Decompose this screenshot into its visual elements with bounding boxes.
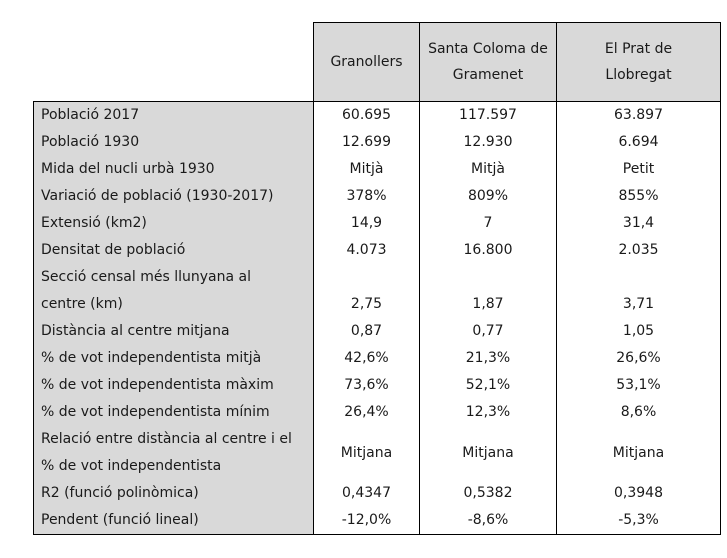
table-cell: 0,3948 [557, 480, 721, 507]
table-cell: 378% [314, 183, 420, 210]
row-label-line: % de vot independentista màxim [41, 377, 274, 393]
row-label [34, 237, 314, 264]
table-row [34, 345, 721, 372]
row-label [34, 507, 314, 535]
table-cell: 12.699 [314, 129, 420, 156]
table-row [34, 129, 721, 156]
table-cell: 2,75 [314, 264, 420, 318]
table-cell: 0,87 [314, 318, 420, 345]
table-cell: 12,3% [420, 399, 557, 426]
column-header-2 [420, 23, 557, 102]
row-label-line: Població 2017 [41, 107, 140, 123]
table-cell: 6.694 [557, 129, 721, 156]
table-cell: 2.035 [557, 237, 721, 264]
table-cell: 31,4 [557, 210, 721, 237]
row-label [34, 318, 314, 345]
table-cell: 7 [420, 210, 557, 237]
table-cell: 117.597 [420, 102, 557, 130]
row-label [34, 480, 314, 507]
table-cell: 12.930 [420, 129, 557, 156]
table-cell: Mitjana [557, 426, 721, 480]
table-cell: 60.695 [314, 102, 420, 130]
table-cell: -8,6% [420, 507, 557, 535]
column-header-line: Llobregat [605, 67, 672, 83]
table-cell: 26,6% [557, 345, 721, 372]
table-row [34, 102, 721, 130]
table-cell: 0,5382 [420, 480, 557, 507]
table-cell: 809% [420, 183, 557, 210]
table-body [34, 102, 721, 535]
table-cell: 855% [557, 183, 721, 210]
row-label-line: % de vot independentista [41, 458, 222, 474]
table-row [34, 264, 721, 318]
table-cell: Mitjà [314, 156, 420, 183]
table-row [34, 156, 721, 183]
table-cell: Mitjana [420, 426, 557, 480]
row-label-line: Variació de població (1930-2017) [41, 188, 274, 204]
table-cell: -12,0% [314, 507, 420, 535]
row-label-line: Mida del nucli urbà 1930 [41, 161, 215, 177]
row-label [34, 183, 314, 210]
row-label-line: Població 1930 [41, 134, 140, 150]
table-cell: 8,6% [557, 399, 721, 426]
row-label-line: Densitat de població [41, 242, 186, 258]
table-cell: 4.073 [314, 237, 420, 264]
column-header-line: Gramenet [452, 67, 524, 83]
table-cell: Mitjà [420, 156, 557, 183]
table-cell: Mitjana [314, 426, 420, 480]
table-cell: 16.800 [420, 237, 557, 264]
table-row [34, 372, 721, 399]
table-cell: Petit [557, 156, 721, 183]
row-label [34, 264, 314, 318]
table-row [34, 318, 721, 345]
row-label [34, 156, 314, 183]
table-row [34, 183, 721, 210]
comparison-table [33, 22, 721, 535]
row-label [34, 426, 314, 480]
row-label [34, 372, 314, 399]
table-row [34, 480, 721, 507]
table-cell: 14,9 [314, 210, 420, 237]
row-label [34, 102, 314, 130]
table-cell: 26,4% [314, 399, 420, 426]
table-cell: 1,87 [420, 264, 557, 318]
table-cell: 53,1% [557, 372, 721, 399]
column-header-3 [557, 23, 721, 102]
table-row [34, 507, 721, 535]
table-cell: 52,1% [420, 372, 557, 399]
table-row [34, 237, 721, 264]
table-cell: 3,71 [557, 264, 721, 318]
table-cell: 0,4347 [314, 480, 420, 507]
row-label [34, 345, 314, 372]
header-row [34, 23, 721, 102]
table-cell: 21,3% [420, 345, 557, 372]
row-label-line: % de vot independentista mínim [41, 404, 270, 420]
row-label [34, 210, 314, 237]
header-corner [34, 23, 314, 102]
column-header-1 [314, 23, 420, 102]
row-label [34, 129, 314, 156]
table-cell: 63.897 [557, 102, 721, 130]
row-label-line: % de vot independentista mitjà [41, 350, 262, 366]
table-cell: -5,3% [557, 507, 721, 535]
row-label [34, 399, 314, 426]
row-label-line: Secció censal més llunyana al [41, 269, 251, 285]
table-row [34, 210, 721, 237]
row-label-line: Relació entre distància al centre i el [41, 431, 292, 447]
row-label-line: Extensió (km2) [41, 215, 147, 231]
table-row [34, 426, 721, 480]
row-label-line: R2 (funció polinòmica) [41, 485, 199, 501]
table-cell: 1,05 [557, 318, 721, 345]
row-label-line: Distància al centre mitjana [41, 323, 230, 339]
table-row [34, 399, 721, 426]
column-header-line: El Prat de [604, 41, 673, 57]
table-cell: 0,77 [420, 318, 557, 345]
column-header-line: Granollers [330, 54, 403, 70]
row-label-line: centre (km) [41, 296, 123, 312]
row-label-line: Pendent (funció lineal) [41, 512, 199, 528]
table-cell: 42,6% [314, 345, 420, 372]
column-header-line: Santa Coloma de [428, 41, 548, 57]
table-cell: 73,6% [314, 372, 420, 399]
